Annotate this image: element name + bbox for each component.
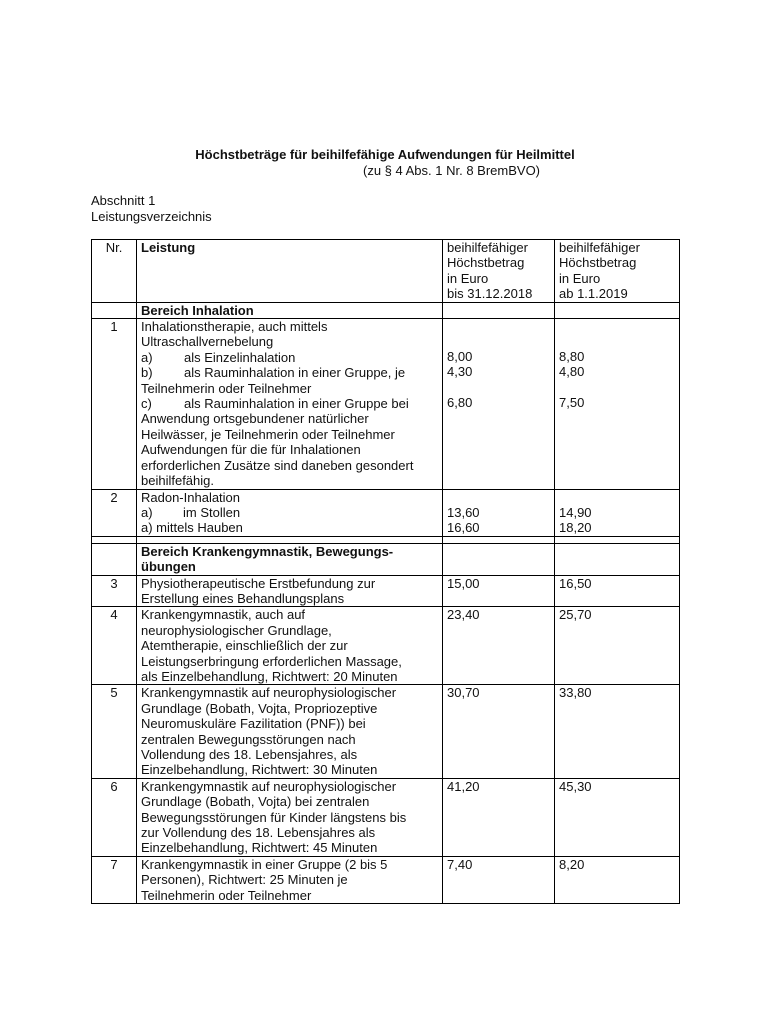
row-description: Inhalationstherapie, auch mittels Ultraschallvernebelung a) als Einzelinhalation b) als Rauminhalation in einer Gruppe, je Teilnehmerin oder Teilnehmer c) als Rauminhalation in einer Gruppe bei Anwendung ortsgebundener natürlicher Heilwässer, je Teilnehmerin oder Teilnehmer Aufwendungen für die für Inhalationen erforderlichen Zusätze sind daneben gesondert beihilfefähig.: [137, 319, 443, 489]
document-title: Höchstbeträge für beihilfefähige Aufwendungen für Heilmittel: [195, 147, 575, 162]
row-nr: 5: [92, 685, 137, 778]
table-row: [92, 489, 680, 536]
row-description: Krankengymnastik auf neurophysiologischer Grundlage (Bobath, Vojta) bei zentralen Bewegungsstörungen für Kinder längstens bis zur Vollendung des 18. Lebensjahres als Einzelbehandlung, Richtwert: 45 Minuten: [137, 778, 443, 856]
row-nr: 6: [92, 778, 137, 856]
amount-new: 14,90 18,20: [555, 489, 680, 536]
amount-old: 30,70: [443, 685, 555, 778]
header-col-new: beihilfefähiger Höchstbetrag in Euro ab 1.1.2019: [555, 240, 680, 303]
row-description: Radon-Inhalation a) im Stollen a) mittels Hauben: [137, 489, 443, 536]
section-name: Leistungsverzeichnis: [91, 209, 212, 224]
amount-new: 16,50: [555, 575, 680, 607]
row-nr: 4: [92, 607, 137, 685]
amount-new: 33,80: [555, 685, 680, 778]
document-subtitle: (zu § 4 Abs. 1 Nr. 8 BremBVO): [363, 163, 541, 178]
row-description: Krankengymnastik in einer Gruppe (2 bis 5 Personen), Richtwert: 25 Minuten je Teilnehmerin oder Teilnehmer: [137, 856, 443, 903]
table-row: [92, 778, 680, 856]
header-nr: Nr.: [92, 240, 137, 303]
amount-old: 7,40: [443, 856, 555, 903]
amount-old: 15,00: [443, 575, 555, 607]
row-nr: 7: [92, 856, 137, 903]
amount-new: 8,20: [555, 856, 680, 903]
row-nr: 3: [92, 575, 137, 607]
row-description: Physiotherapeutische Erstbefundung zur Erstellung eines Behandlungsplans: [137, 575, 443, 607]
header-leistung: Leistung: [137, 240, 443, 303]
amount-old: 41,20: [443, 778, 555, 856]
amount-new: 25,70: [555, 607, 680, 685]
table-row: [92, 607, 680, 685]
table-row: [92, 685, 680, 778]
header-col-old: beihilfefähiger Höchstbetrag in Euro bis 31.12.2018: [443, 240, 555, 303]
section-heading: [91, 193, 212, 225]
row-description: Krankengymnastik, auch auf neurophysiologischer Grundlage, Atemtherapie, einschließlich der zur Leistungserbringung erforderlichen Massage, als Einzelbehandlung, Richtwert: 20 Minuten: [137, 607, 443, 685]
row-description: Krankengymnastik auf neurophysiologischer Grundlage (Bobath, Vojta, Propriozeptive Neuromuskuläre Fazilitation (PNF)) bei zentralen Bewegungsstörungen nach Vollendung des 18. Lebensjahres, als Einzelbehandlung, Richtwert: 30 Minuten: [137, 685, 443, 778]
table-row: [92, 319, 680, 489]
section-label: Abschnitt 1: [91, 193, 156, 208]
row-nr: 2: [92, 489, 137, 536]
table-row: [92, 575, 680, 607]
table-row: [92, 856, 680, 903]
category-heading: Bereich Inhalation: [137, 302, 443, 318]
leistungsverzeichnis-table: [91, 239, 680, 904]
row-nr: 1: [92, 319, 137, 489]
amount-new: 45,30: [555, 778, 680, 856]
category-heading: Bereich Krankengymnastik, Bewegungs- übungen: [137, 543, 443, 575]
amount-old: 13,60 16,60: [443, 489, 555, 536]
table-row: [92, 302, 680, 318]
amount-old: 23,40: [443, 607, 555, 685]
table-header-row: [92, 240, 680, 303]
table-spacer-row: [92, 536, 680, 543]
amount-new: 8,80 4,80 7,50: [555, 319, 680, 489]
amount-old: 8,00 4,30 6,80: [443, 319, 555, 489]
table-row: [92, 543, 680, 575]
